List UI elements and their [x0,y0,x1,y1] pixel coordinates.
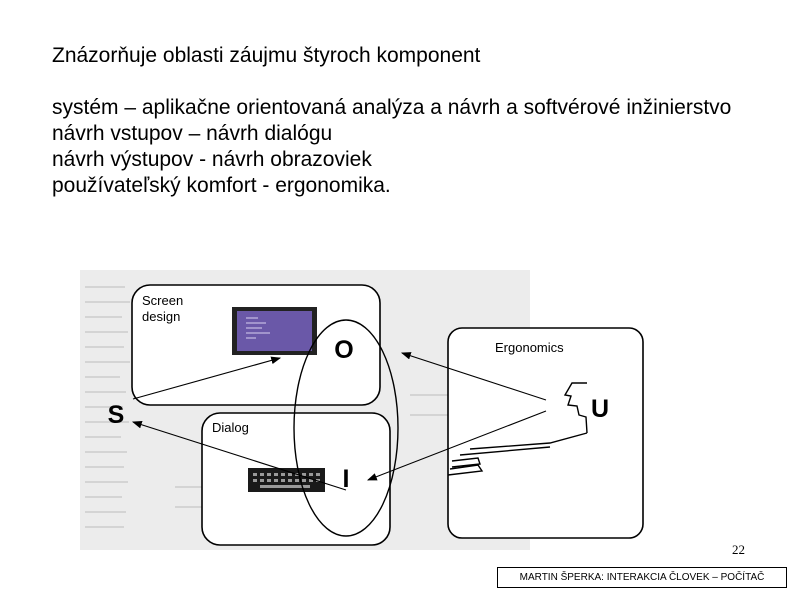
ergonomics-label: Ergonomics [495,340,564,355]
diagram-svg [80,265,655,550]
soiu-diagram [80,265,655,550]
screen-design-label-line2: design [142,309,181,324]
screen-monitor-icon [232,307,317,355]
bullet-item: systém – aplikačne orientovaná analýza a návrh a softvérové inžinierstvo [52,96,732,119]
bullet-list [52,95,752,199]
ergonomics-box [448,328,643,538]
bullet-item: návrh vstupov – návrh dialógu [52,122,333,145]
slide-title: Znázorňuje oblasti záujmu štyroch komponent [52,44,481,67]
dialog-label: Dialog [212,420,249,435]
letter-o: O [334,336,354,364]
footer: MARTIN ŠPERKA: INTERAKCIA ČLOVEK – POČÍTAČ [497,567,787,588]
bullet-item: používateľský komfort - ergonomika. [52,174,391,197]
bullet-item: návrh výstupov - návrh obrazoviek [52,148,372,171]
letter-s: S [107,401,125,429]
letter-u: U [590,395,610,423]
letter-i: I [342,465,350,493]
screen-design-label-line1: Screen [142,293,184,308]
page-number: 22 [732,542,745,557]
